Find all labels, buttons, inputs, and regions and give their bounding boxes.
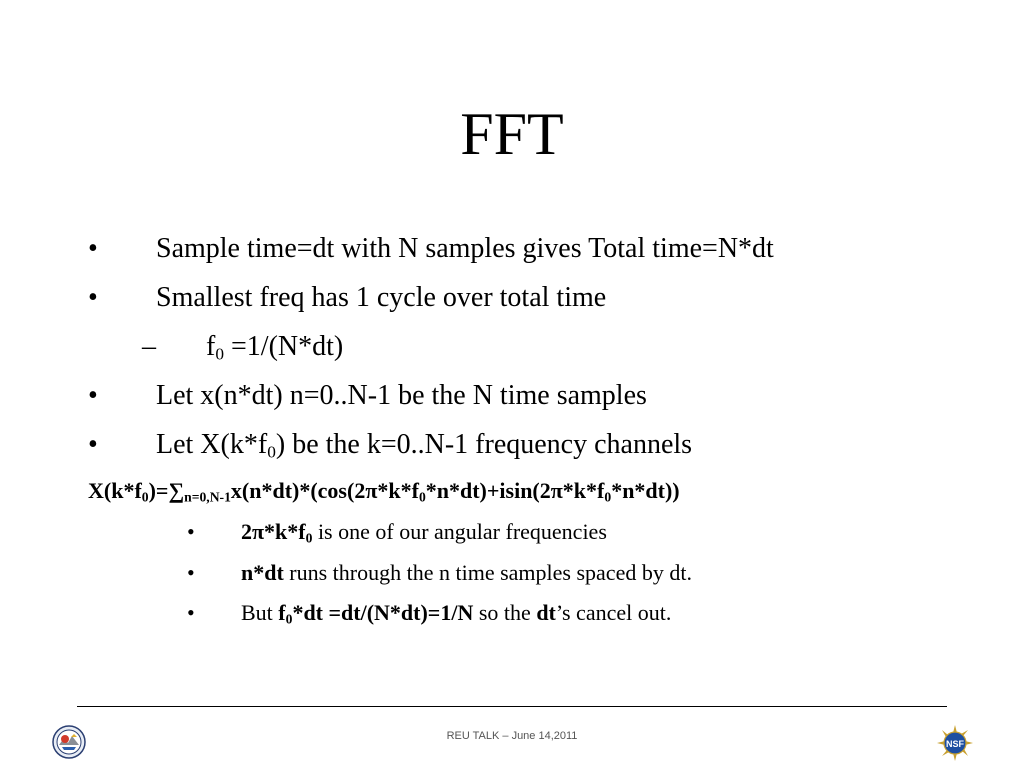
bullet-marker: • <box>187 519 195 544</box>
bold-term: n*dt <box>241 560 284 585</box>
bold-term: 2π*k*f <box>241 519 306 544</box>
dash-marker: – <box>142 331 156 362</box>
bullet-marker: • <box>88 380 98 411</box>
dash-text-pre: f <box>206 331 216 362</box>
nsf-logo-icon <box>937 725 973 761</box>
bold-term: *dt =dt/(N*dt)=1/N <box>292 600 474 625</box>
bullet-text-pre: Let X(k*f <box>156 429 268 460</box>
subscript: 0 <box>604 489 612 505</box>
subscript: 0 <box>305 530 313 546</box>
bullet-marker: • <box>88 282 98 313</box>
sub-bullet-rest: ’s cancel out. <box>555 600 672 625</box>
formula-part: x(n*dt)*(cos(2π*k*f <box>230 478 419 503</box>
dash-text-post: =1/(N*dt) <box>224 331 344 362</box>
dash-text <box>206 330 343 364</box>
subscript: 0 <box>418 489 426 505</box>
footer-rule <box>77 706 947 707</box>
subscript: 0 <box>285 611 293 627</box>
formula-part: *n*dt)+isin(2π*k*f <box>425 478 605 503</box>
bullet-marker: • <box>88 233 98 264</box>
subscript: 0 <box>215 344 225 364</box>
bullet-marker: • <box>187 600 195 625</box>
sub-bullet-mid: so the <box>473 600 537 625</box>
sub-bullet-rest: is one of our angular frequencies <box>312 519 607 544</box>
nsf-logo-text: NSF <box>946 739 964 749</box>
bullet-text: Smallest freq has 1 cycle over total time <box>156 282 607 313</box>
subscript: 0 <box>267 442 276 462</box>
formula-part: X(k*f <box>88 478 142 503</box>
bullet-text: Sample time=dt with N samples gives Total time=N*dt <box>156 233 774 264</box>
formula-part: *n*dt)) <box>611 478 680 503</box>
sub-bullet-text <box>241 559 692 587</box>
formula-part: )=∑ <box>148 478 185 503</box>
bullet-text-post: ) be the k=0..N-1 frequency channels <box>275 429 693 460</box>
fourier-formula <box>88 477 680 505</box>
bold-term: f <box>278 600 286 625</box>
bullet-text: Let x(n*dt) n=0..N-1 be the N time samples <box>156 380 647 411</box>
subscript: 0 <box>141 489 149 505</box>
bold-term: dt <box>536 600 556 625</box>
sub-bullet-text <box>241 599 671 627</box>
sub-bullet-text <box>241 518 607 546</box>
bullet-marker: • <box>187 560 195 585</box>
slide-title: FFT <box>460 101 564 167</box>
bullet-text <box>156 428 692 462</box>
sub-bullet-pre: But <box>241 600 279 625</box>
subscript: n=0,N-1 <box>184 489 231 505</box>
bullet-marker: • <box>88 429 98 460</box>
sub-bullet-rest: runs through the n time samples spaced by dt. <box>283 560 692 585</box>
footer-text: REU TALK – June 14,2011 <box>446 730 578 742</box>
